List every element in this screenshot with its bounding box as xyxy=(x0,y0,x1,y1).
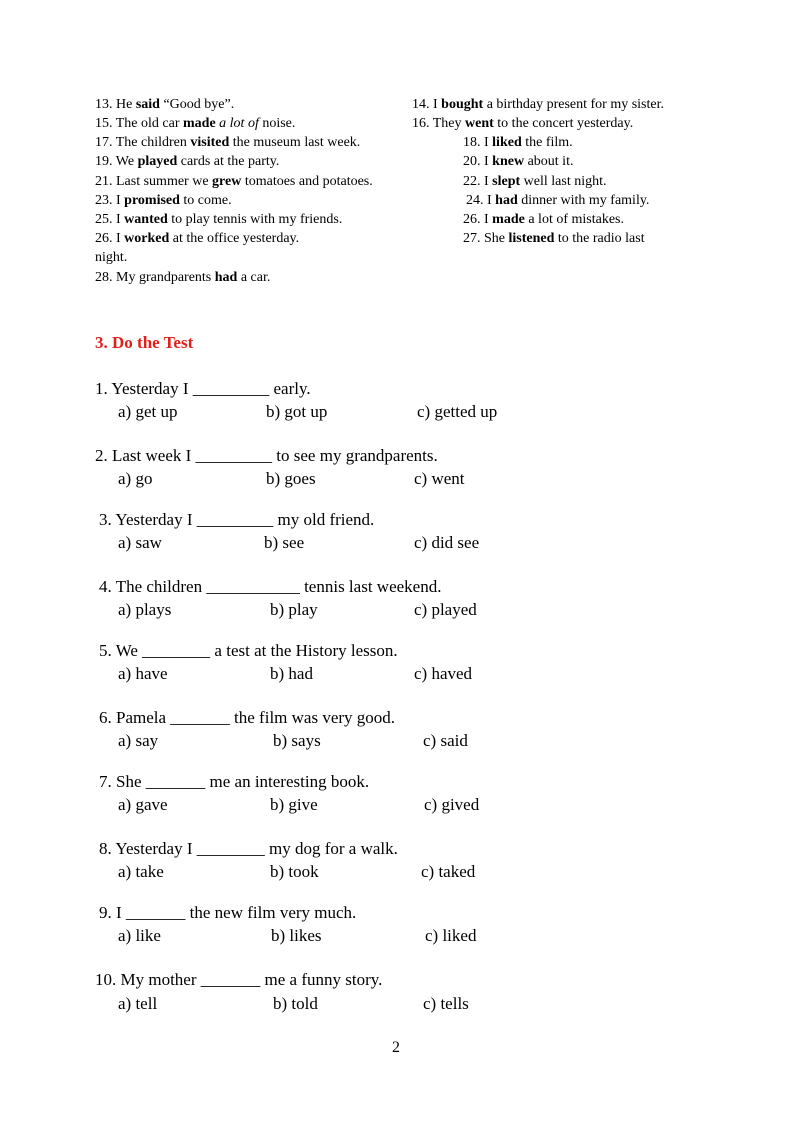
question-3-option-a[interactable]: a) saw xyxy=(118,533,162,552)
sentence-26b: 26. I worked at the office yesterday. xyxy=(95,231,300,246)
sentence-26: 26. I made a lot of mistakes. xyxy=(463,212,624,227)
question-6-option-c[interactable]: c) said xyxy=(423,731,468,750)
sentence-15: 15. The old car made a lot of noise. xyxy=(95,116,296,131)
question-2: 2. Last week I _________ to see my grandparents. xyxy=(95,446,438,465)
question-3-option-b[interactable]: b) see xyxy=(264,533,305,552)
question-9-option-a[interactable]: a) like xyxy=(118,926,161,945)
question-5: 5. We ________ a test at the History lesson. xyxy=(99,641,398,660)
question-1-option-c[interactable]: c) getted up xyxy=(417,402,498,421)
question-1: 1. Yesterday I _________ early. xyxy=(95,379,311,398)
question-9-option-c[interactable]: c) liked xyxy=(425,926,477,945)
question-9: 9. I _______ the new film very much. xyxy=(99,903,357,922)
sentence-17: 17. The children visited the museum last week. xyxy=(95,135,361,150)
question-1-option-b[interactable]: b) got up xyxy=(266,402,328,421)
question-7-option-c[interactable]: c) gived xyxy=(424,795,480,814)
question-6-option-b[interactable]: b) says xyxy=(273,731,321,750)
question-2-option-a[interactable]: a) go xyxy=(118,469,153,488)
sentence-19: 19. We played cards at the party. xyxy=(95,154,280,169)
question-4-option-c[interactable]: c) played xyxy=(414,600,477,619)
sentence-23: 23. I promised to come. xyxy=(95,193,232,208)
sentence-25: 25. I wanted to play tennis with my friends. xyxy=(95,212,343,227)
question-3: 3. Yesterday I _________ my old friend. xyxy=(99,510,375,529)
question-5-option-c[interactable]: c) haved xyxy=(414,664,473,683)
question-4-option-a[interactable]: a) plays xyxy=(118,600,172,619)
question-6: 6. Pamela _______ the film was very good. xyxy=(99,708,396,727)
question-8-option-a[interactable]: a) take xyxy=(118,862,164,881)
sentence-14: 14. I bought a birthday present for my sister. xyxy=(412,97,664,112)
question-4-option-b[interactable]: b) play xyxy=(270,600,318,619)
question-10-option-a[interactable]: a) tell xyxy=(118,994,158,1013)
question-9-option-b[interactable]: b) likes xyxy=(271,926,322,945)
sentence-27: 27. She listened to the radio last xyxy=(463,231,645,246)
section-title: 3. Do the Test xyxy=(95,333,194,352)
sentence-16: 16. They went to the concert yesterday. xyxy=(412,116,634,131)
question-5-option-b[interactable]: b) had xyxy=(270,664,313,683)
page-number: 2 xyxy=(392,1039,400,1056)
question-10: 10. My mother _______ me a funny story. xyxy=(95,970,383,989)
question-10-option-c[interactable]: c) tells xyxy=(423,994,469,1013)
question-8: 8. Yesterday I ________ my dog for a walk. xyxy=(99,839,398,858)
question-7-option-a[interactable]: a) gave xyxy=(118,795,168,814)
sentence-13: 13. He said “Good bye”. xyxy=(95,97,235,112)
sentence-18: 18. I liked the film. xyxy=(463,135,573,150)
question-8-option-c[interactable]: c) taked xyxy=(421,862,476,881)
question-7: 7. She _______ me an interesting book. xyxy=(99,772,370,791)
sentence-20: 20. I knew about it. xyxy=(463,154,574,169)
sentence-21: 21. Last summer we grew tomatoes and potatoes. xyxy=(95,174,373,189)
question-4: 4. The children ___________ tennis last weekend. xyxy=(99,577,442,596)
question-2-option-b[interactable]: b) goes xyxy=(266,469,316,488)
sentence-24: 24. I had dinner with my family. xyxy=(466,193,650,208)
question-2-option-c[interactable]: c) went xyxy=(414,469,465,488)
question-1-option-a[interactable]: a) get up xyxy=(118,402,178,421)
question-6-option-a[interactable]: a) say xyxy=(118,731,159,750)
question-7-option-b[interactable]: b) give xyxy=(270,795,318,814)
question-5-option-a[interactable]: a) have xyxy=(118,664,168,683)
question-3-option-c[interactable]: c) did see xyxy=(414,533,480,552)
sentence-27-wrap: night. xyxy=(95,250,128,265)
question-8-option-b[interactable]: b) took xyxy=(270,862,319,881)
sentence-28: 28. My grandparents had a car. xyxy=(95,270,271,285)
sentence-22: 22. I slept well last night. xyxy=(463,174,607,189)
question-10-option-b[interactable]: b) told xyxy=(273,994,318,1013)
